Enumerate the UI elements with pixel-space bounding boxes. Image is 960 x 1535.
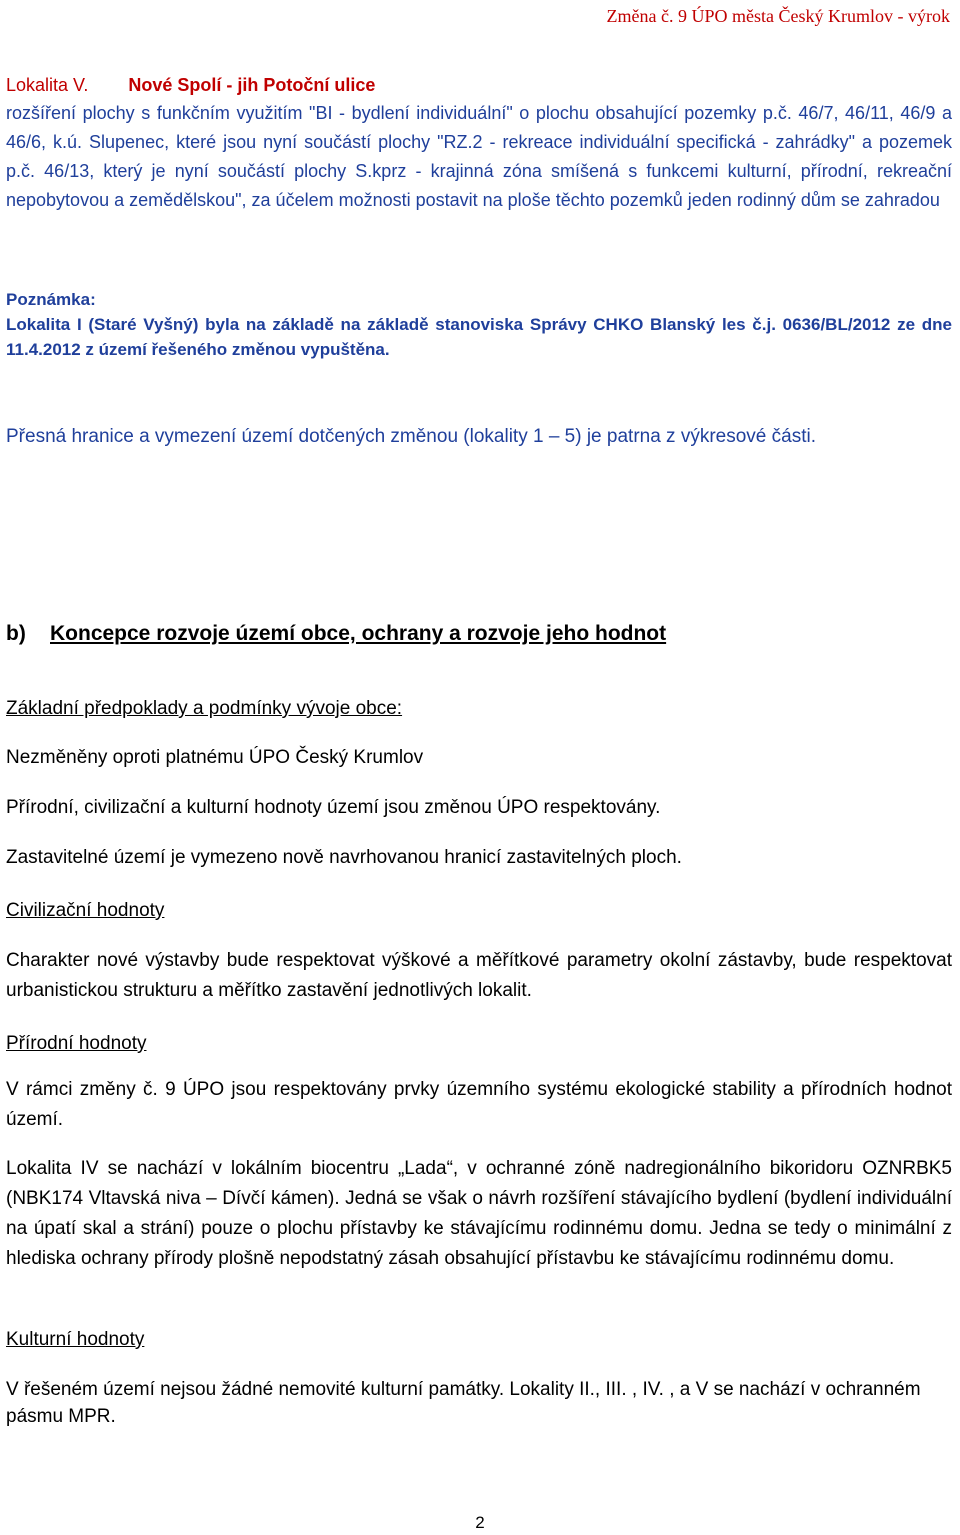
section-b-heading	[6, 620, 952, 647]
prirodni-heading: Přírodní hodnoty	[6, 1033, 147, 1054]
running-header: Změna č. 9 ÚPO města Český Krumlov - výrok	[606, 6, 950, 26]
lokalita-v-label: Lokalita V.	[6, 75, 89, 95]
prirodni-text-2: Lokalita IV se nachází v lokálním biocentru „Lada“, v ochranné zóně nadregionálního bikoridoru OZNRBK5 (NBK174 Vltavská niva – Dívčí kámen). Jedná se však o návrh rozšíření stávajícího bydlení (bydlení individuální na úpatí skal a strání) pouze o plochu přístavby ke stávajícímu rodinnému domu. Jedna se tedy o minimální z hlediska ochrany přírody plošně nepodstatný zásah obsahující přístavbu ke stávajícímu rodinnému domu.	[6, 1158, 952, 1269]
predpoklady-paragraph-2: Přírodní, civilizační a kulturní hodnoty území jsou změnou ÚPO respektovány.	[6, 797, 661, 818]
note-text: Lokalita I (Staré Vyšný) byla na základě na základě stanoviska Správy CHKO Blanský les č.j. 0636/BL/2012 ze dne 11.4.2012 z území řešeného změnou vypuštěna.	[6, 315, 952, 359]
page-number: 2	[475, 1513, 485, 1532]
prirodni-text-1: V rámci změny č. 9 ÚPO jsou respektovány prvky územního systému ekologické stability a přírodních hodnot území.	[6, 1079, 952, 1130]
kulturni-text: V řešeném území nejsou žádné nemovité kulturní památky. Lokality II., III. , IV. , a V se nachází v ochranném pásmu MPR.	[6, 1379, 921, 1427]
kulturni-heading: Kulturní hodnoty	[6, 1329, 145, 1350]
section-b-number: b)	[6, 622, 26, 645]
predpoklady-heading: Základní předpoklady a podmínky vývoje obce:	[6, 698, 403, 719]
lokalita-v-text: rozšíření plochy s funkčním využitím "BI - bydlení individuální" o plochu obsahující pozemky p.č. 46/7, 46/11, 46/9 a 46/6, k.ú. Slupenec, které jsou nyní součástí plochy "RZ.2 - rekreace individuální specifická - zahrádky" a pozemek p.č. 46/13, který je nyní součástí plochy S.kprz - krajinná zóna smíšená s funkcemi kulturní, přírodní, rekreační nepobytovou a zemědělskou", za účelem možnosti postavit na ploše těchto pozemků jeden rodinný dům se zahradou	[6, 103, 952, 210]
lokalita-v-heading	[6, 72, 952, 99]
predpoklady-paragraph-1: Nezměněny oproti platnému ÚPO Český Krumlov	[6, 747, 424, 768]
note-label: Poznámka:	[6, 290, 96, 309]
lokalita-v-section	[6, 72, 952, 215]
civilizacni-text: Charakter nové výstavby bude respektovat výškové a měřítkové parametry okolní zástavby, bude respektovat urbanistickou strukturu a měřítko zastavění jednotlivých lokalit.	[6, 950, 952, 1001]
note-section	[6, 287, 952, 362]
boundary-text: Přesná hranice a vymezení území dotčených změnou (lokality 1 – 5) je patrna z výkresové části.	[6, 426, 816, 447]
civilizacni-heading: Civilizační hodnoty	[6, 900, 165, 921]
lokalita-v-title: Nové Spolí - jih Potoční ulice	[128, 75, 376, 95]
section-b-title: Koncepce rozvoje území obce, ochrany a rozvoje jeho hodnot	[50, 622, 667, 645]
predpoklady-paragraph-3: Zastavitelné území je vymezeno nově navrhovanou hranicí zastavitelných ploch.	[6, 847, 682, 868]
